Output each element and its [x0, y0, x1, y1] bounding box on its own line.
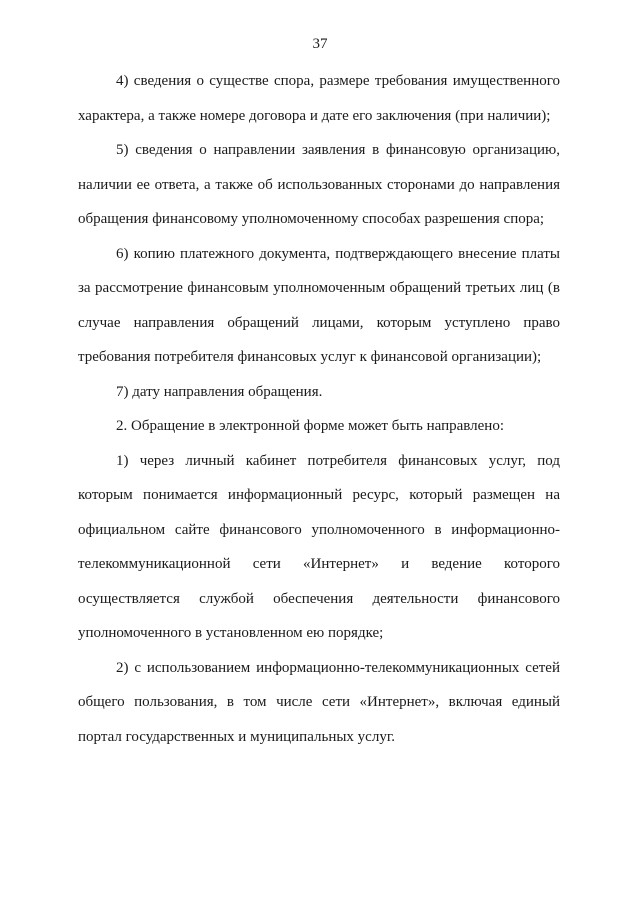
paragraph-subitem-1: 1) через личный кабинет потребителя финансовых услуг, под которым понимается информационный ресурс, который размещен на официальном сайте финансового уполномоченного в информационно-телекоммуникационной сети «Интернет» и ведение которого осуществляется службой обеспечения деятельности финансового уполномоченного в установленном ею порядке; [78, 452, 560, 641]
paragraph-item-4: 4) сведения о существе спора, размере требования имущественного характера, а также номере договора и дате его заключения (при наличии); [78, 73, 560, 124]
page-number: 37 [312, 36, 328, 52]
paragraph-subitem-2: 2) с использованием информационно-телекоммуникационных сетей общего пользования, в том числе сети «Интернет», включая единый портал государственных и муниципальных услуг. [78, 659, 560, 745]
document-body [78, 64, 560, 754]
paragraph-item-5: 5) сведения о направлении заявления в финансовую организацию, наличии ее ответа, а также об использованных сторонами до направления обращения финансовому уполномоченному способах разрешения спора; [78, 142, 560, 227]
paragraph-item-6: 6) копию платежного документа, подтверждающего внесение платы за рассмотрение финансовым уполномоченным обращений третьих лиц (в случае направления обращений лицами, которым уступлено право требования потребителя финансовых услуг к финансовой организации); [78, 245, 560, 365]
paragraph-section-2: 2. Обращение в электронной форме может быть направлено: [116, 418, 504, 434]
paragraph-item-7: 7) дату направления обращения. [116, 383, 323, 400]
